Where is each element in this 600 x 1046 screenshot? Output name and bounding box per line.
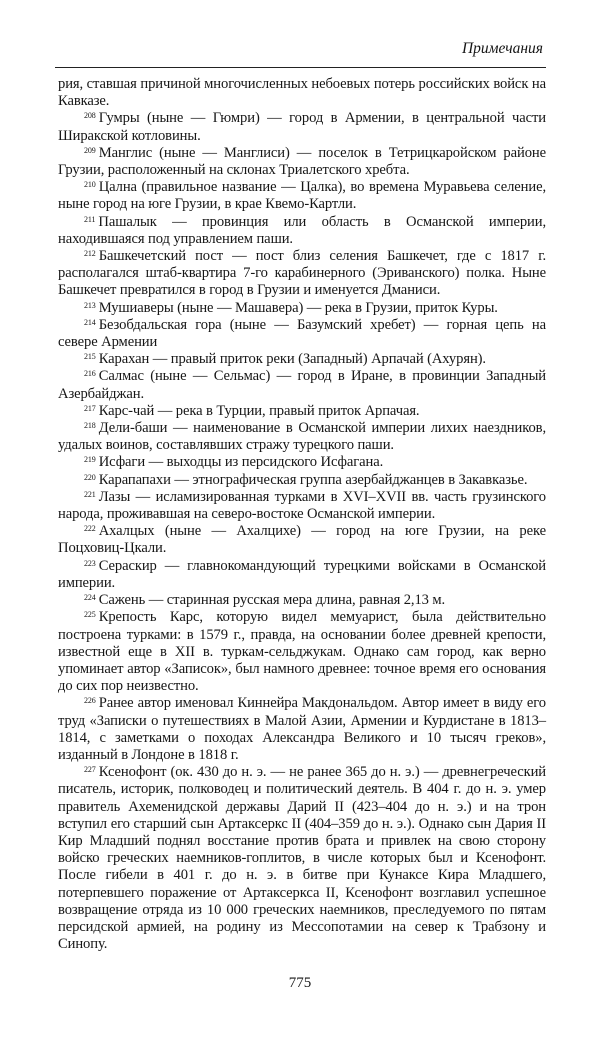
- note-text: Цална (правильное название — Цалка), во времена Муравьева селение, ныне город на юге Грузии, в крае Квемо-Картли.: [58, 179, 546, 213]
- note-text: Сажень — старинная русская мера длина, равная 2,13 м.: [98, 592, 446, 609]
- note-number: 213: [84, 300, 96, 310]
- note-text: Карахан — правый приток реки (Западный) Арпачай (Ахурян).: [98, 351, 486, 368]
- running-header: Примечания: [461, 40, 543, 57]
- note-213: [58, 300, 546, 317]
- header-rule: [55, 67, 546, 68]
- note-220: [58, 472, 546, 489]
- note-217: [58, 403, 546, 420]
- continued-note: рия, ставшая причиной многочисленных небоевых потерь российских войск на Кавказе.: [58, 76, 546, 110]
- note-214: [58, 317, 546, 351]
- note-number: 208: [84, 111, 96, 121]
- note-text: Карс-чай — река в Турции, правый приток Арпачая.: [98, 402, 420, 419]
- note-number: 224: [84, 593, 96, 603]
- note-number: 211: [84, 214, 96, 224]
- note-number: 219: [84, 455, 96, 465]
- note-text: Лазы — исламизированная турками в XVI–XVII вв. часть грузинского народа, проживавшая на северо-востоке Османской империи.: [58, 488, 546, 523]
- note-216: [58, 368, 546, 402]
- note-number: 227: [84, 765, 96, 775]
- note-text: Дели-баши — наименование в Османской империи лихих наездников, удалых воинов, составлявших стражу турецкого паши.: [58, 420, 546, 454]
- note-text: Манглис (ныне — Манглиси) — поселок в Тетрицкаройском районе Грузии, расположенный на склонах Триалетского хребта.: [58, 144, 546, 179]
- note-208: [58, 110, 546, 144]
- notes-body: [58, 76, 546, 953]
- note-number: 220: [84, 472, 96, 482]
- note-209: [58, 145, 546, 179]
- note-text: Исфаги — выходцы из персидского Исфагана.: [98, 454, 384, 471]
- note-text: Гумры (ныне — Гюмри) — город в Армении, в центральной части Ширакской котловины.: [58, 110, 546, 144]
- note-text: Карапапахи — этнографическая группа азербайджанцев в Закавказье.: [98, 471, 528, 488]
- note-number: 223: [84, 558, 96, 568]
- note-number: 216: [84, 369, 96, 379]
- note-225: [58, 609, 546, 695]
- note-223: [58, 558, 546, 592]
- note-number: 218: [84, 421, 96, 431]
- note-222: [58, 523, 546, 557]
- note-number: 221: [84, 489, 96, 499]
- note-224: [58, 592, 546, 609]
- note-219: [58, 454, 546, 471]
- note-text: Ксенофонт (ок. 430 до н. э. — не ранее 365 до н. э.) — древнегреческий писатель, историк, полководец и политический деятель. В 404 г. до н. э. умер правитель Ахеменидской державы Дарий II (423–404 до н. э.) и на трон вступил его старший сын Артаксеркс II (404–359 до н. э.). Однако сын Дария II Кир Младший поднял восстание против брата и привлек на свою сторону войско греческих наемников-гоплитов, в числе которых был и Ксенофонт. После гибели в 401 г. до н. э. в битве при Кунаксе Кира Младшего, потерпевшего поражение от Артаксеркса II, Ксенофонт возглавил успешное возвращение отряда из 10 000 греческих наемников, преследуемого по пятам персидской армией, на родину из Мессопотамии на север к Трабзону и Синопу.: [58, 764, 546, 953]
- note-text: Ранее автор именовал Киннейра Макдональдом. Автор имеет в виду его труд «Записки о путешествиях в Малой Азии, Армении и Курдистане в 1813–1814, с заметками о походах Александра Великого и 10 тысяч греков», изданный в Лондоне в 1818 г.: [58, 695, 546, 763]
- note-226: [58, 695, 546, 764]
- note-text: Пашалык — провинция или область в Османской империи, находившаяся под управлением паши.: [58, 213, 546, 247]
- note-number: 209: [84, 145, 96, 155]
- note-text: Башкечетский пост — пост близ селения Башкечет, где с 1817 г. располагался штаб-квартира 7-го карабинерного (Эриванского) полка. Ныне Башкечет превратился в город в Грузии и именуется Дманиси.: [58, 248, 546, 299]
- note-227: [58, 764, 546, 953]
- note-number: 217: [84, 403, 96, 413]
- note-215: [58, 351, 546, 368]
- note-text: Безобдальская гора (ныне — Базумский хребет) — горная цепь на севере Армении: [58, 316, 546, 351]
- note-211: [58, 214, 546, 248]
- note-number: 212: [84, 249, 96, 259]
- note-number: 215: [84, 352, 96, 362]
- note-text: Крепость Карс, которую видел мемуарист, была действительно построена турками: в 1579 г., правда, на основании более древней крепости, известной еще в XII в. туркам-сельджукам. Однако сам город, как верно упоминает автор «Записок», был намного древнее: точное время его основания до сих пор неизвестно.: [58, 609, 546, 695]
- page-number: 775: [288, 975, 312, 991]
- note-number: 222: [84, 524, 96, 534]
- note-text: Салмас (ныне — Сельмас) — город в Иране, в провинции Западный Азербайджан.: [58, 368, 546, 402]
- note-221: [58, 489, 546, 523]
- note-number: 214: [84, 317, 96, 327]
- note-text: Мушиаверы (ныне — Машавера) — река в Грузии, приток Куры.: [98, 299, 498, 316]
- note-number: 210: [84, 180, 96, 190]
- note-212: [58, 248, 546, 300]
- note-number: 226: [84, 696, 96, 706]
- note-210: [58, 179, 546, 213]
- note-218: [58, 420, 546, 454]
- note-number: 225: [84, 610, 96, 620]
- note-text: Сераскир — главнокомандующий турецкими войсками в Османской империи.: [58, 557, 546, 591]
- note-text: Ахалцых (ныне — Ахалцихе) — город на юге Грузии, на реке Поцховиц-Цкали.: [58, 523, 546, 557]
